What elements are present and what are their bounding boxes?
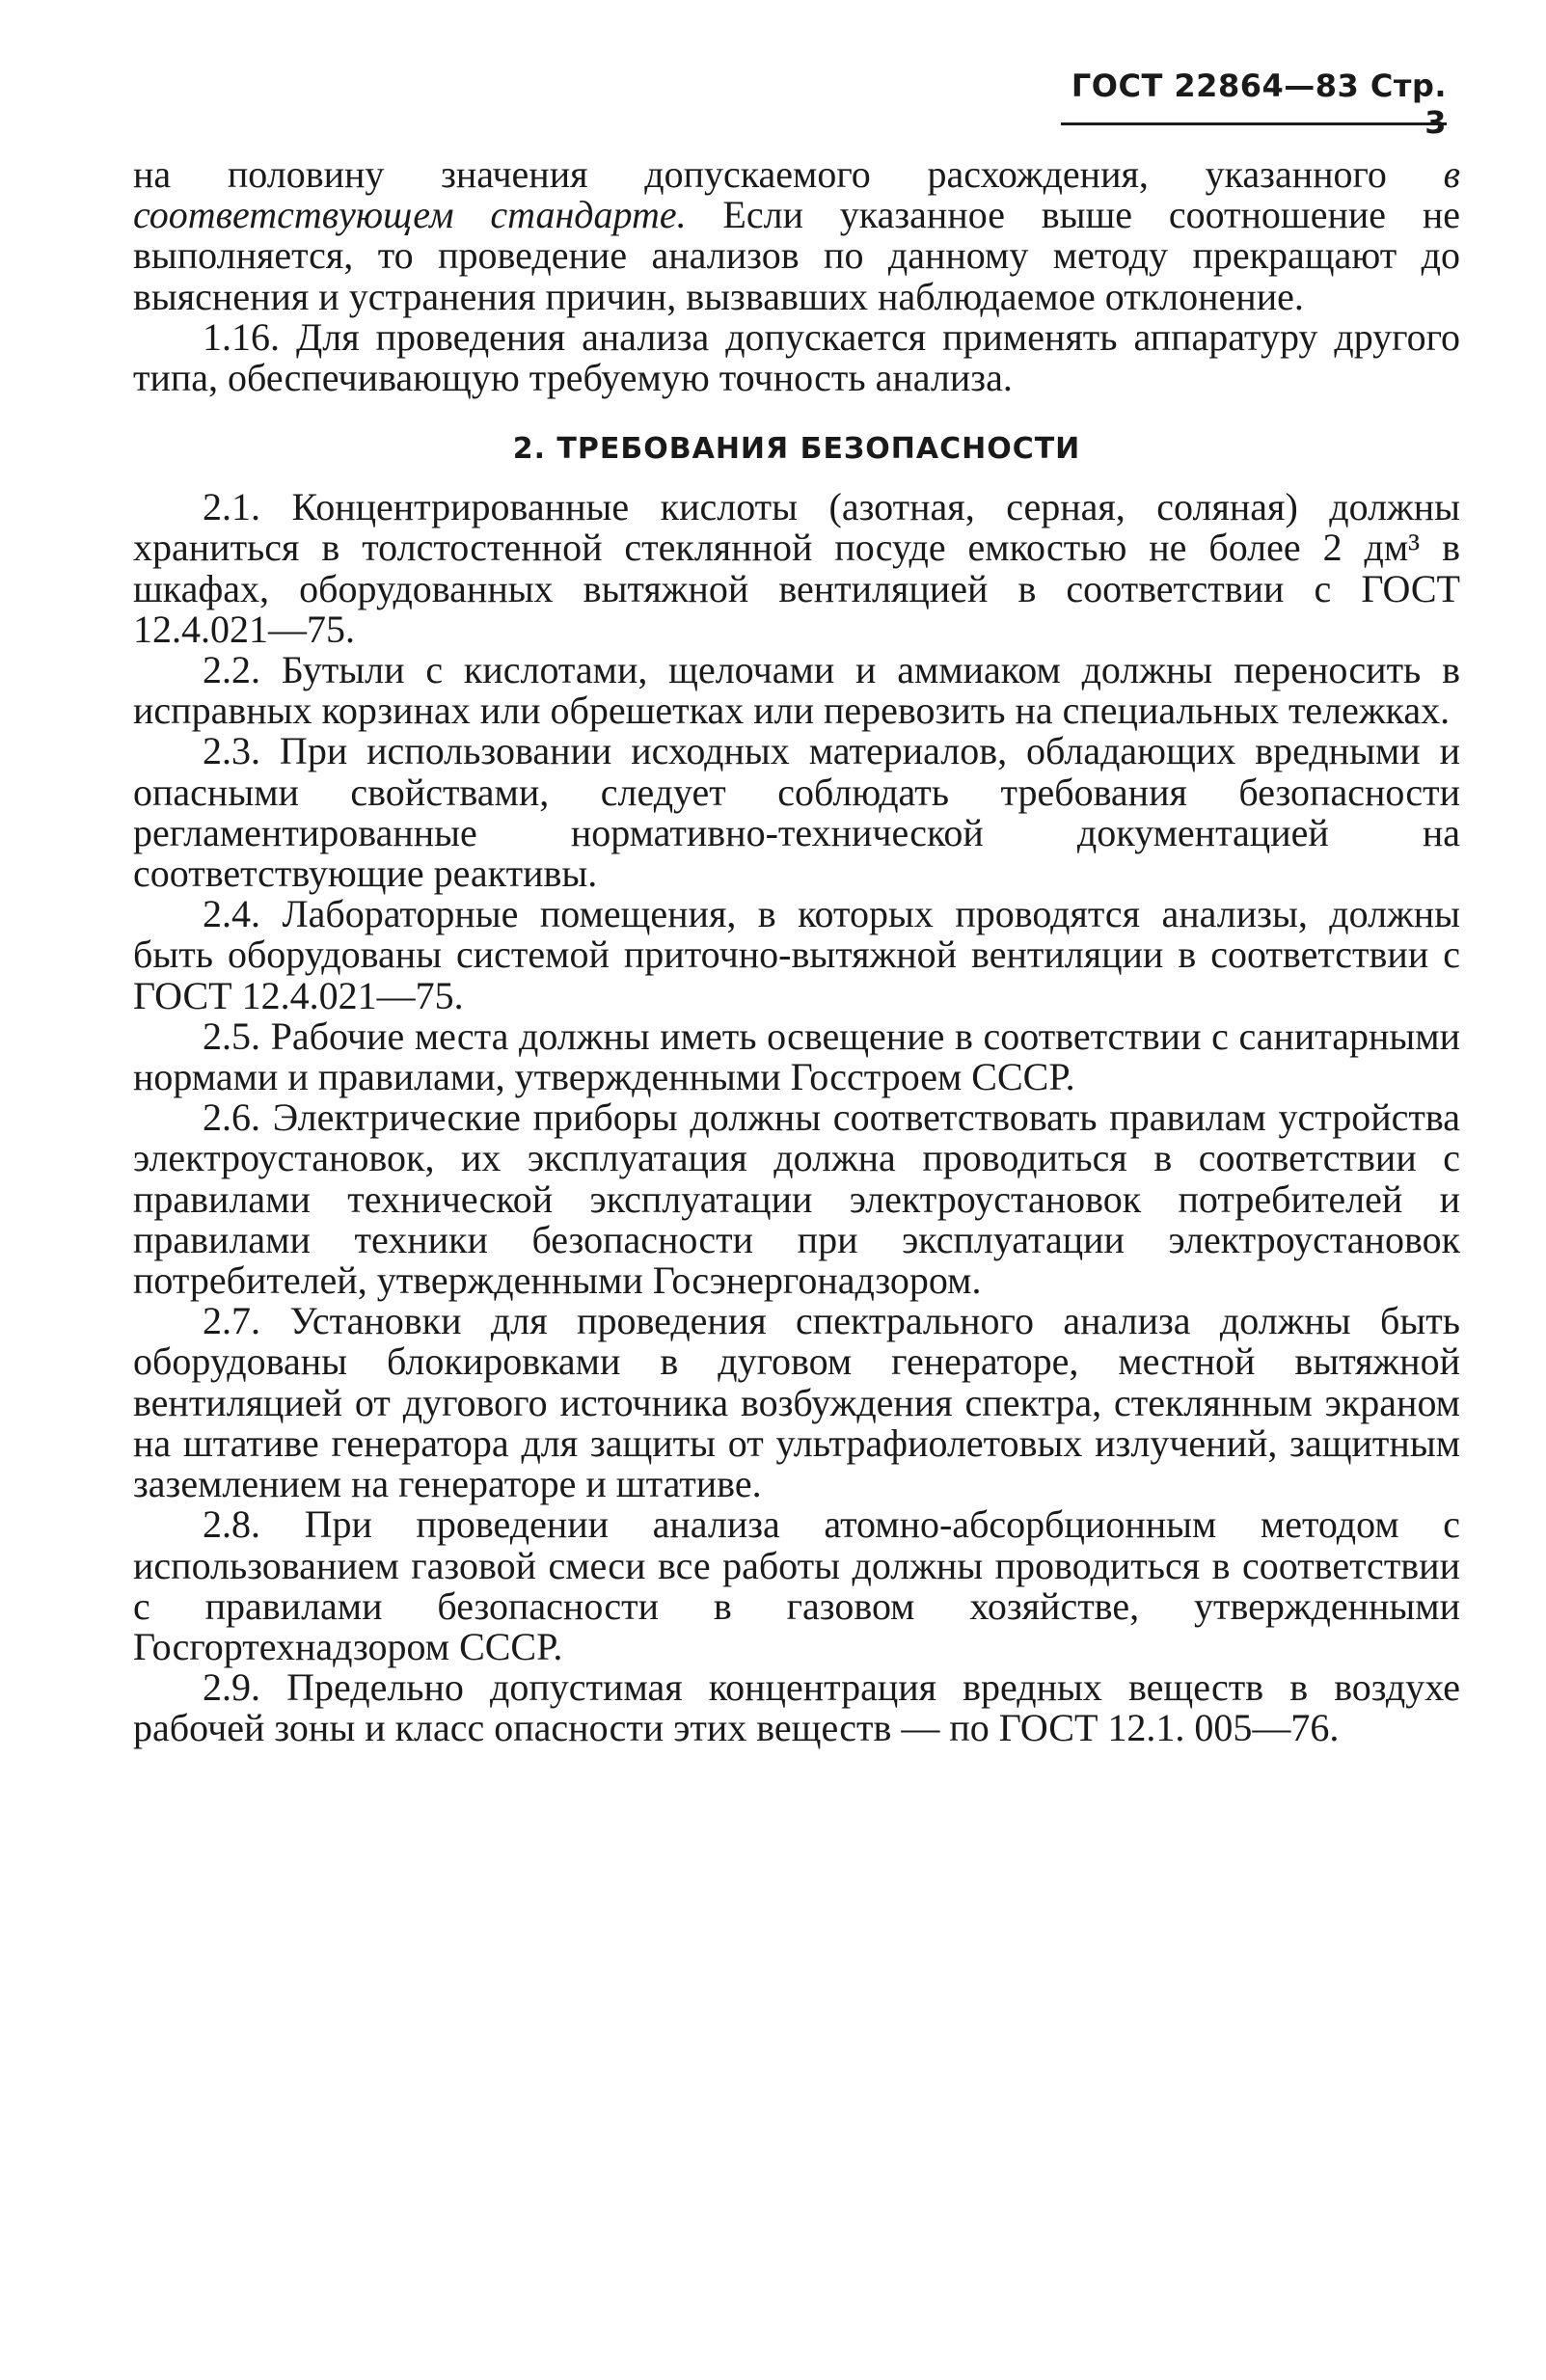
clause-2-9: 2.9. Предельно допустимая концентрация вредных веществ в воздухе рабочей зоны и класс опасности этих веществ — по ГОСТ 12.1. 005—76. [133,1665,1460,1750]
clause-2-6: 2.6. Электрические приборы должны соответствовать правилам устройства электроустановок, их эксплуатация должна проводиться в соответствии с правилами технической эксплуатации электроустановок потребителей и правилами техники безопасности при эксплуатации электроустановок потребителей, утвержденными Госэнергонадзором. [133,1095,1460,1303]
clause-2-4: 2.4. Лабораторные помещения, в которых проводятся анализы, должны быть оборудованы системой приточно-вытяжной вентиляции в соответствии с ГОСТ 12.4.021—75. [133,892,1460,1017]
paragraph-text: Если указанное выше соотношение не выполняется, то проведение анализов по данному методу прекращают до выяснения и устранения причин, вызвавших наблюдаемое отклонение. [133,193,1460,318]
running-header: ГОСТ 22864—83 Стр. [1071,68,1447,104]
italic-text: в соответствующем стандарте. [133,152,1460,237]
clause-2-8: 2.8. При проведении анализа атомно-абсорбционным методом с использованием газовой смеси все работы должны проводиться в соответствии с правилами безопасности в газовом хозяйстве, утвержденными Госгортехнадзором СССР. [133,1502,1460,1668]
clause-1-16: 1.16. Для проведения анализа допускается применять аппаратуру другого типа, обеспечивающую требуемую точность анализа. [133,314,1460,400]
clause-2-7: 2.7. Установки для проведения спектрального анализа должны быть оборудованы блокировками в дуговом генераторе, местной вытяжной вентиляцией от дугового источника возбуждения спектра, стеклянным экраном на штативе генератора для защиты от ультрафиолетовых излучений, защитным заземлением на генераторе и штативе. [133,1299,1460,1506]
section-title: 2. ТРЕБОВАНИЯ БЕЗОПАСНОСТИ [512,432,1081,467]
paragraph-text: на половину значения допускаемого расхождения, указанного [133,152,1444,196]
clause-2-2: 2.2. Бутыли с кислотами, щелочами и аммиаком должны переносить в исправных корзинах или обрешетках или перевозить на специальных тележках. [133,648,1460,733]
clause-2-3: 2.3. При использовании исходных материалов, обладающих вредными и опасными свойствами, следует соблюдать требования безопасности регламентированные нормативно-технической документацией на соответствующие реактивы. [133,729,1460,896]
clause-2-1: 2.1. Концентрированные кислоты (азотная, серная, соляная) должны храниться в толстостенной стеклянной посуде емкостью не более 2 дм³ в шкафах, оборудованных вытяжной вентиляцией в соответствии с ГОСТ 12.4.021—75. [133,485,1460,651]
header-rule [1061,122,1447,125]
continuation-paragraph [133,154,1460,317]
body-text [133,154,1460,1749]
clause-2-5: 2.5. Рабочие места должны иметь освещение в соответствии с санитарными нормами и правилами, утвержденными Госстроем СССР. [133,1014,1460,1099]
